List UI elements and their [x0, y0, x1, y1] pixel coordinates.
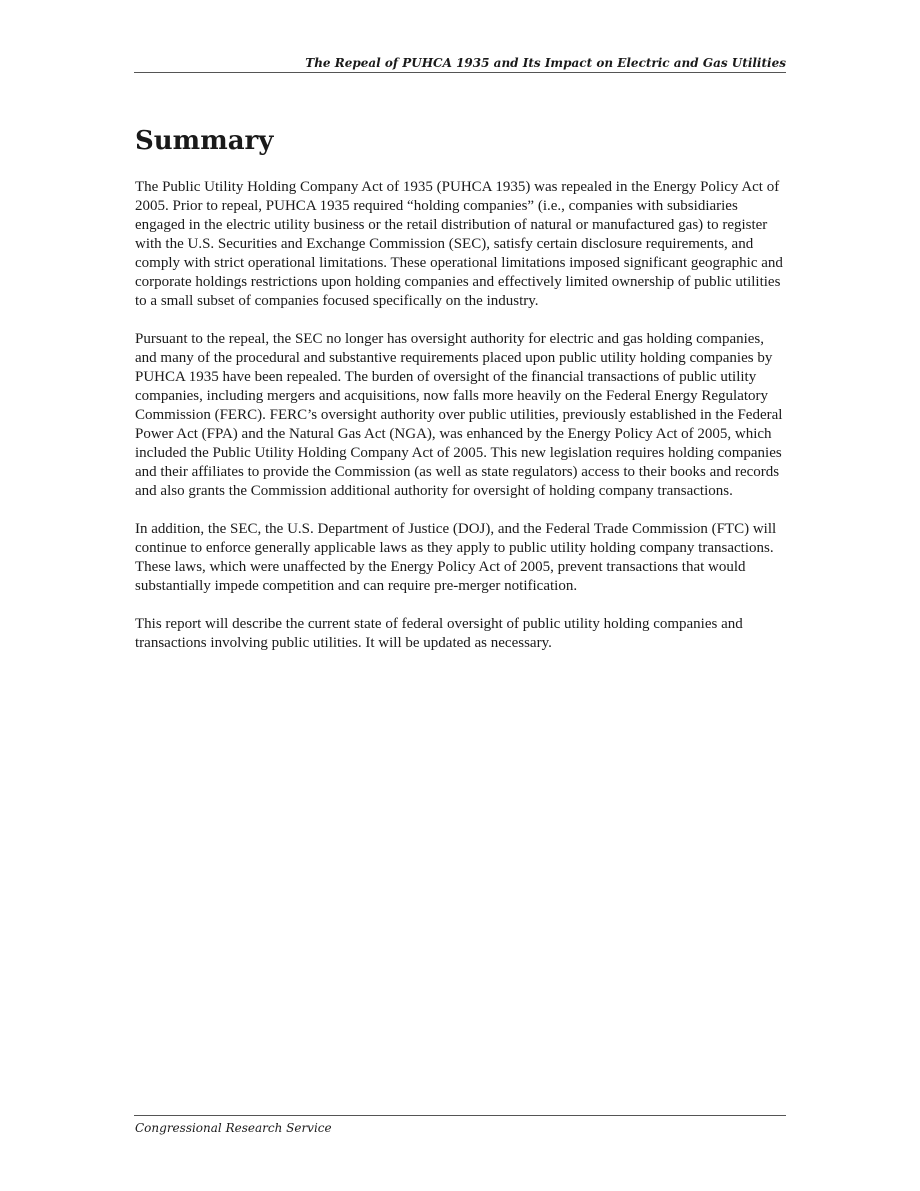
header-divider	[134, 72, 786, 73]
paragraph-report-scope: This report will describe the current state of federal oversight of public utility holding companies and transactions involving public utilities. It will be updated as necessary.	[135, 616, 743, 651]
paragraph-repeal-background: The Public Utility Holding Company Act of 1935 (PUHCA 1935) was repealed in the Energy Policy Act of 2005. Prior to repeal, PUHCA 1935 required “holding companies” (i.e., companies with subsidiaries engaged in the electric utility business or the retail distribution of natural or manufactured gas) to register with the U.S. Securities and Exchange Commission (SEC), satisfy certain disclosure requirements, and comply with strict operational limitations. These operational limitations imposed significant geographic and corporate holdings restrictions upon holding companies and effectively limited ownership of public utilities to a small subset of companies focused specifically on the industry.	[135, 179, 783, 309]
footer-divider	[134, 1115, 786, 1116]
running-footer-organization: Congressional Research Service	[135, 1121, 332, 1135]
paragraph-ferc-oversight: Pursuant to the repeal, the SEC no longer has oversight authority for electric and gas holding companies, and many of the procedural and substantive requirements placed upon public utility holding companies by PUHCA 1935 have been repealed. The burden of oversight of the financial transactions of public utility companies, including mergers and acquisitions, now falls more heavily on the Federal Energy Regulatory Commission (FERC). FERC’s oversight authority over public utilities, previously established in the Federal Power Act (FPA) and the Natural Gas Act (NGA), was enhanced by the Energy Policy Act of 2005, which included the Public Utility Holding Company Act of 2005. This new legislation requires holding companies and their affiliates to provide the Commission (as well as state regulators) access to their books and records and also grants the Commission additional authority for oversight of holding company transactions.	[135, 331, 783, 499]
running-header-title: The Repeal of PUHCA 1935 and Its Impact on Electric and Gas Utilities	[305, 56, 786, 70]
paragraph-antitrust-enforcement: In addition, the SEC, the U.S. Department of Justice (DOJ), and the Federal Trade Commission (FTC) will continue to enforce generally applicable laws as they apply to public utility holding company transactions. These laws, which were unaffected by the Energy Policy Act of 2005, prevent transactions that would substantially impede competition and can require pre-merger notification.	[135, 521, 777, 594]
summary-body	[135, 178, 787, 672]
page-title: Summary	[135, 126, 274, 156]
